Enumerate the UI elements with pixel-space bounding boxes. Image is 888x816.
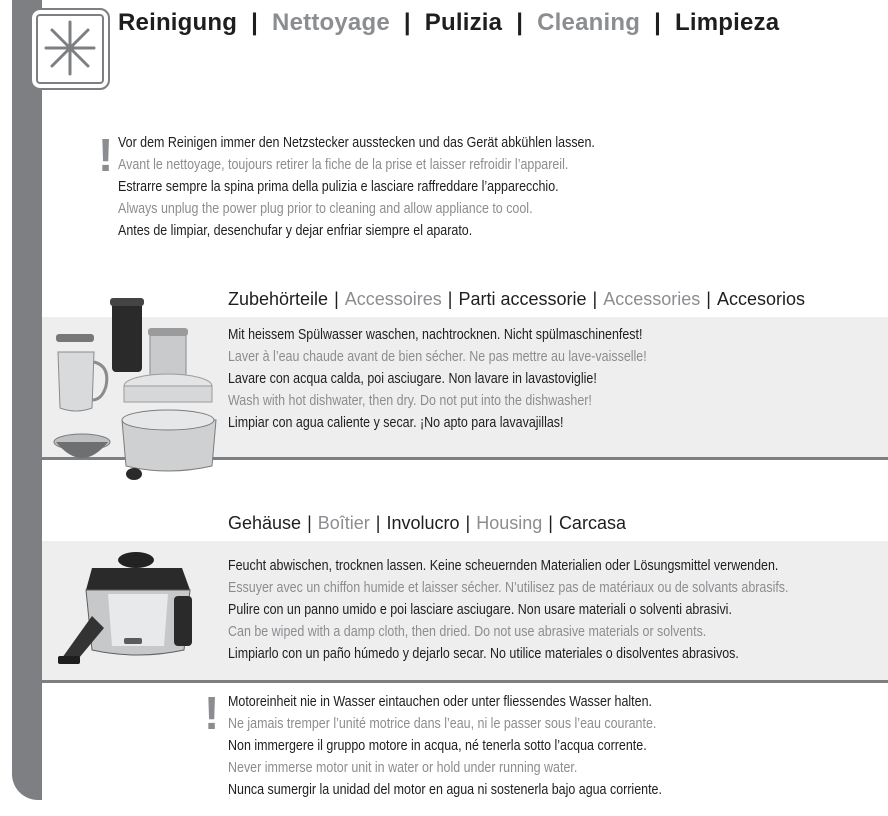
warning-line-en: Always unplug the power plug prior to cleaning and allow appliance to cool. bbox=[118, 201, 533, 217]
intro-warning-text bbox=[118, 132, 673, 242]
heading-separator: | bbox=[447, 289, 453, 309]
housing-text bbox=[228, 555, 880, 665]
accessories-heading-en: Accessories bbox=[603, 289, 701, 309]
warning-line-de: Vor dem Reinigen immer den Netzstecker ausstecken und das Gerät abkühlen lassen. bbox=[118, 135, 595, 151]
title-separator: | bbox=[516, 9, 524, 36]
title-fr: Nettoyage bbox=[272, 9, 390, 36]
title-separator: | bbox=[403, 9, 411, 36]
title-it: Pulizia bbox=[424, 9, 503, 36]
housing-line-de: Feucht abwischen, trocknen lassen. Keine scheuernden Materialien oder Lösungsmittel verwenden. bbox=[228, 558, 779, 574]
motor-line-it: Non immergere il gruppo motore in acqua, né tenerla sotto l’acqua corrente. bbox=[228, 738, 647, 754]
accessories-heading bbox=[228, 287, 805, 311]
motor-line-fr: Ne jamais tremper l’unité motrice dans l’eau, ni le passer sous l’eau courante. bbox=[228, 716, 657, 732]
accessories-line-es: Limpiar con agua caliente y secar. ¡No apto para lavavajillas! bbox=[228, 415, 564, 431]
accessories-line-de: Mit heissem Spülwasser waschen, nachtrocknen. Nicht spülmaschinenfest! bbox=[228, 327, 643, 343]
accessories-heading-de: Zubehörteile bbox=[228, 289, 329, 309]
title-es: Limpieza bbox=[675, 9, 780, 36]
exclamation-icon: ! bbox=[204, 687, 220, 739]
housing-heading-fr: Boîtier bbox=[317, 513, 370, 533]
cleaning-logo bbox=[30, 8, 110, 90]
housing-heading-en: Housing bbox=[476, 513, 543, 533]
page-title bbox=[118, 6, 779, 40]
warning-line-fr: Avant le nettoyage, toujours retirer la fiche de la prise et laisser refroidir l’appareil. bbox=[118, 157, 569, 173]
title-en: Cleaning bbox=[537, 9, 641, 36]
accessories-heading-it: Parti accessorie bbox=[458, 289, 587, 309]
title-separator: | bbox=[251, 9, 259, 36]
housing-line-fr: Essuyer avec un chiffon humide et laisser sécher. N’utilisez pas de matériaux ou de solvants abrasifs. bbox=[228, 580, 789, 596]
motor-line-es: Nunca sumergir la unidad del motor en agua ni sostenerla bajo agua corriente. bbox=[228, 782, 662, 798]
title-de: Reinigung bbox=[118, 9, 238, 36]
housing-photo bbox=[52, 546, 202, 674]
housing-line-en: Can be wiped with a damp cloth, then dried. Do not use abrasive materials or solvents. bbox=[228, 624, 707, 640]
sparkle-star-icon bbox=[38, 16, 102, 80]
accessories-line-it: Lavare con acqua calda, poi asciugare. Non lavare in lavastoviglie! bbox=[228, 371, 597, 387]
heading-separator: | bbox=[548, 513, 553, 533]
warning-line-it: Estrarre sempre la spina prima della pulizia e lasciare raffreddare l’apparecchio. bbox=[118, 179, 559, 195]
accessories-line-fr: Laver à l’eau chaude avant de bien sécher. Ne pas mettre au lave-vaisselle! bbox=[228, 349, 647, 365]
housing-divider bbox=[42, 680, 888, 683]
housing-heading-de: Gehäuse bbox=[228, 513, 302, 533]
accessories-heading-es: Accesorios bbox=[716, 289, 805, 309]
exclamation-icon: ! bbox=[98, 129, 114, 181]
heading-separator: | bbox=[375, 513, 381, 533]
housing-heading-es: Carcasa bbox=[558, 513, 626, 533]
warning-line-es: Antes de limpiar, desenchufar y dejar enfriar siempre el aparato. bbox=[118, 223, 473, 239]
side-rail bbox=[12, 0, 42, 800]
accessories-heading-fr: Accessoires bbox=[344, 289, 442, 309]
heading-separator: | bbox=[307, 513, 312, 533]
accessories-line-en: Wash with hot dishwater, then dry. Do not put into the dishwasher! bbox=[228, 393, 592, 409]
housing-line-es: Limpiarlo con un paño húmedo y dejarlo secar. No utilice materiales o disolventes abrasivos. bbox=[228, 646, 739, 662]
heading-separator: | bbox=[334, 289, 339, 309]
motor-line-de: Motoreinheit nie in Wasser eintauchen oder unter fliessendes Wasser halten. bbox=[228, 694, 652, 710]
accessories-text bbox=[228, 324, 715, 434]
heading-separator: | bbox=[706, 289, 711, 309]
housing-line-it: Pulire con un panno umido e poi lasciare asciugare. Non usare materiali o solventi abrasivi. bbox=[228, 602, 732, 618]
housing-heading bbox=[228, 511, 626, 535]
title-separator: | bbox=[654, 9, 662, 36]
housing-heading-it: Involucro bbox=[386, 513, 460, 533]
heading-separator: | bbox=[465, 513, 471, 533]
motor-line-en: Never immerse motor unit in water or hold under running water. bbox=[228, 760, 578, 776]
accessories-photo bbox=[50, 296, 220, 486]
motor-warning-text bbox=[228, 691, 733, 801]
heading-separator: | bbox=[592, 289, 598, 309]
